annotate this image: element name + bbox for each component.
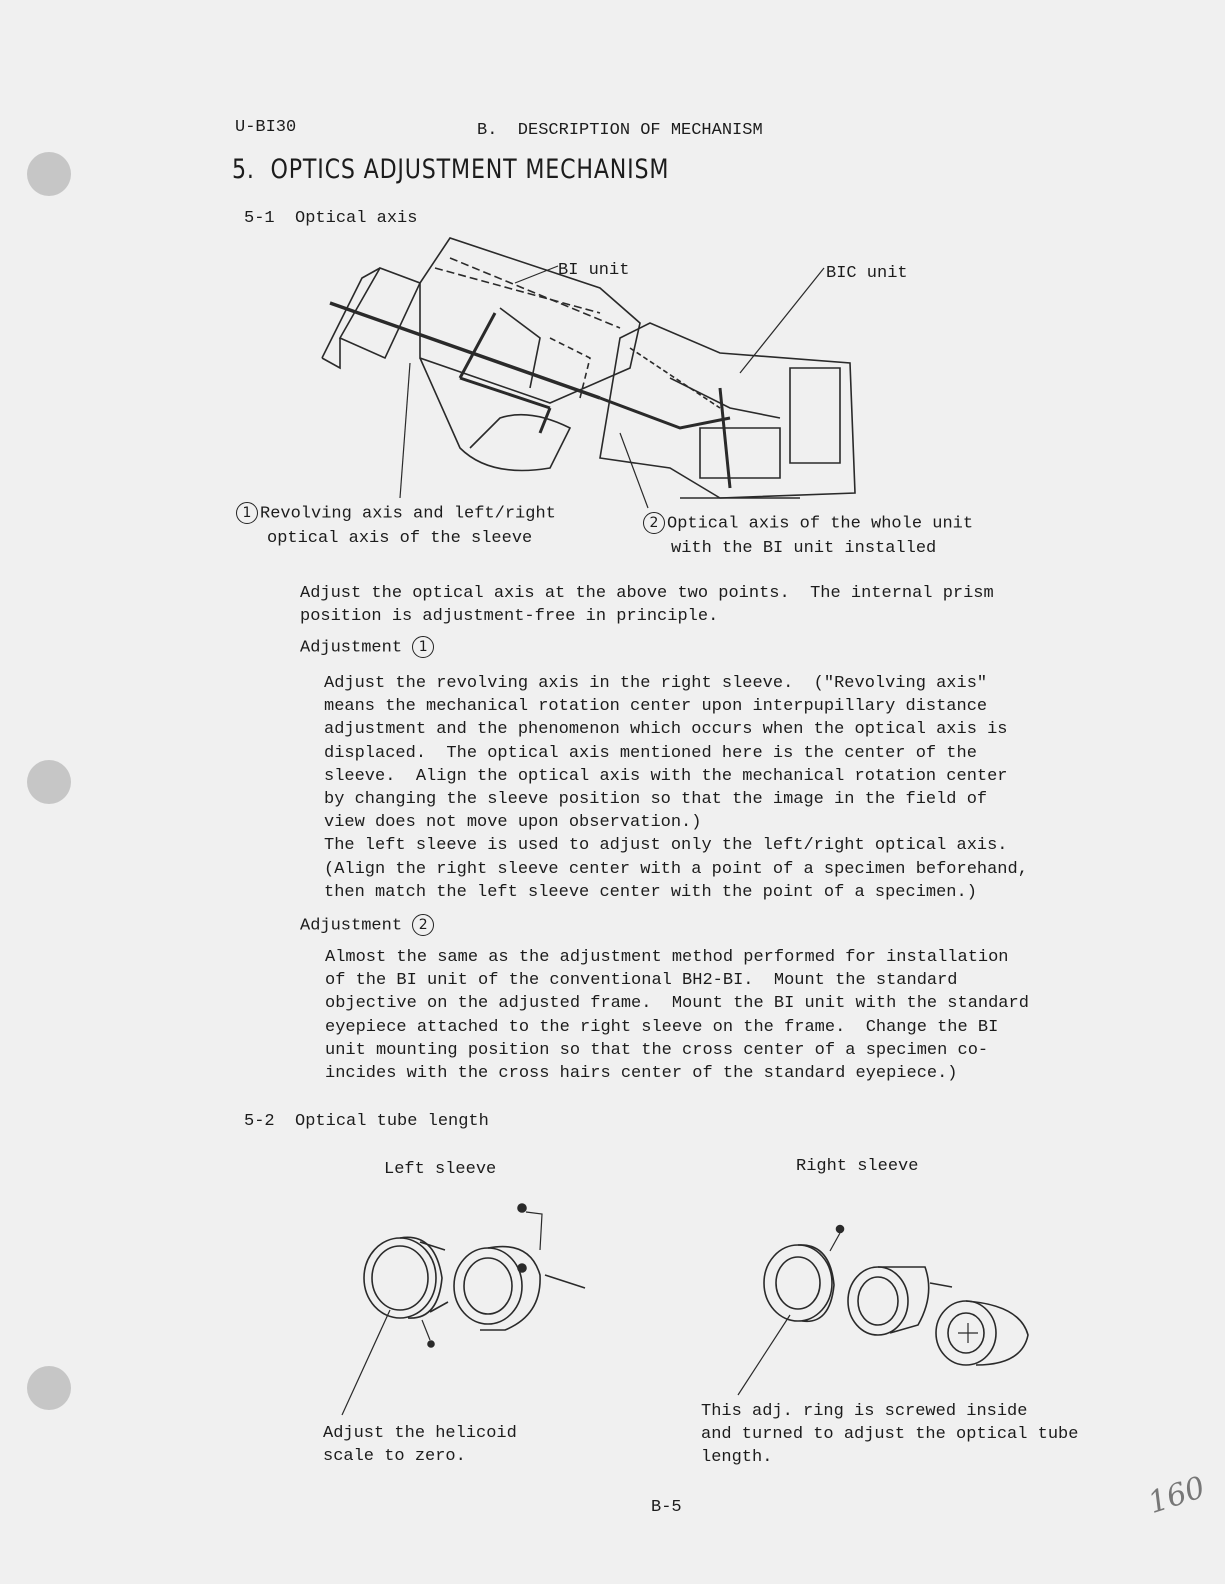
callout-2-line-2: with the BI unit installed xyxy=(671,539,937,558)
callout-2: 2 Optical axis of the whole unit xyxy=(643,512,973,535)
callout-1-line-2: optical axis of the sleeve xyxy=(267,529,533,548)
page-number: B-5 xyxy=(651,1498,682,1517)
section-header: B. DESCRIPTION OF MECHANISM xyxy=(477,121,763,140)
binder-hole-bottom xyxy=(27,1366,71,1410)
right-sleeve-label: Right sleeve xyxy=(796,1157,919,1176)
left-sleeve-label: Left sleeve xyxy=(384,1160,497,1179)
binder-hole-top xyxy=(27,152,71,196)
handwritten-number: 160 xyxy=(1143,1470,1210,1521)
intro-paragraph: Adjust the optical axis at the above two points. The internal prism position is adjustment-free in principle. xyxy=(300,584,994,627)
callout-2-number: 2 xyxy=(643,512,665,534)
doc-code: U-BI30 xyxy=(235,118,297,137)
bic-unit-label: BIC unit xyxy=(826,264,908,283)
left-sleeve-note: Adjust the helicoid scale to zero. xyxy=(323,1424,517,1467)
heading-5-2: 5-2 Optical tube length xyxy=(244,1112,489,1131)
bi-unit-label: BI unit xyxy=(558,261,630,280)
adjustment-1-paragraph: Adjust the revolving axis in the right sleeve. ("Revolving axis" means the mechanical rotation center upon interpupillary distance adjustment and the phenomenon which occurs when the optical axis is displaced. The optical axis mentioned here is the center of the sleeve. Align the optical axis with the mechanical rotation center by changing the sleeve position so that the image in the field of view does not move upon observation.) The left sleeve is used to adjust only the left/right optical axis. (Align the right sleeve center with a point of a specimen beforehand, then match the left sleeve center with the point of a specimen.) xyxy=(324,674,1028,902)
page-title: 5. OPTICS ADJUSTMENT MECHANISM xyxy=(232,154,670,185)
right-sleeve-diagram xyxy=(730,1215,1050,1405)
adjustment-1-heading: Adjustment 1 xyxy=(300,636,436,659)
heading-5-1: 5-1 Optical axis xyxy=(244,209,418,228)
left-sleeve-diagram xyxy=(330,1190,600,1420)
adjustment-2-heading: Adjustment 2 xyxy=(300,914,436,937)
right-sleeve-note: This adj. ring is screwed inside and turned to adjust the optical tube length. xyxy=(701,1402,1079,1468)
callout-1: 1 Revolving axis and left/right xyxy=(236,502,556,525)
binder-hole-middle xyxy=(27,760,71,804)
adjustment-2-paragraph: Almost the same as the adjustment method performed for installation of the BI unit of the conventional BH2-BI. Mount the standard objective on the adjusted frame. Mount the BI unit with the standard eyepiece attached to the right sleeve on the frame. Change the BI unit mounting position so that the cross center of a specimen co- incides with the cross hairs center of the standard eyepiece.) xyxy=(325,948,1029,1084)
callout-1-number: 1 xyxy=(236,502,258,524)
